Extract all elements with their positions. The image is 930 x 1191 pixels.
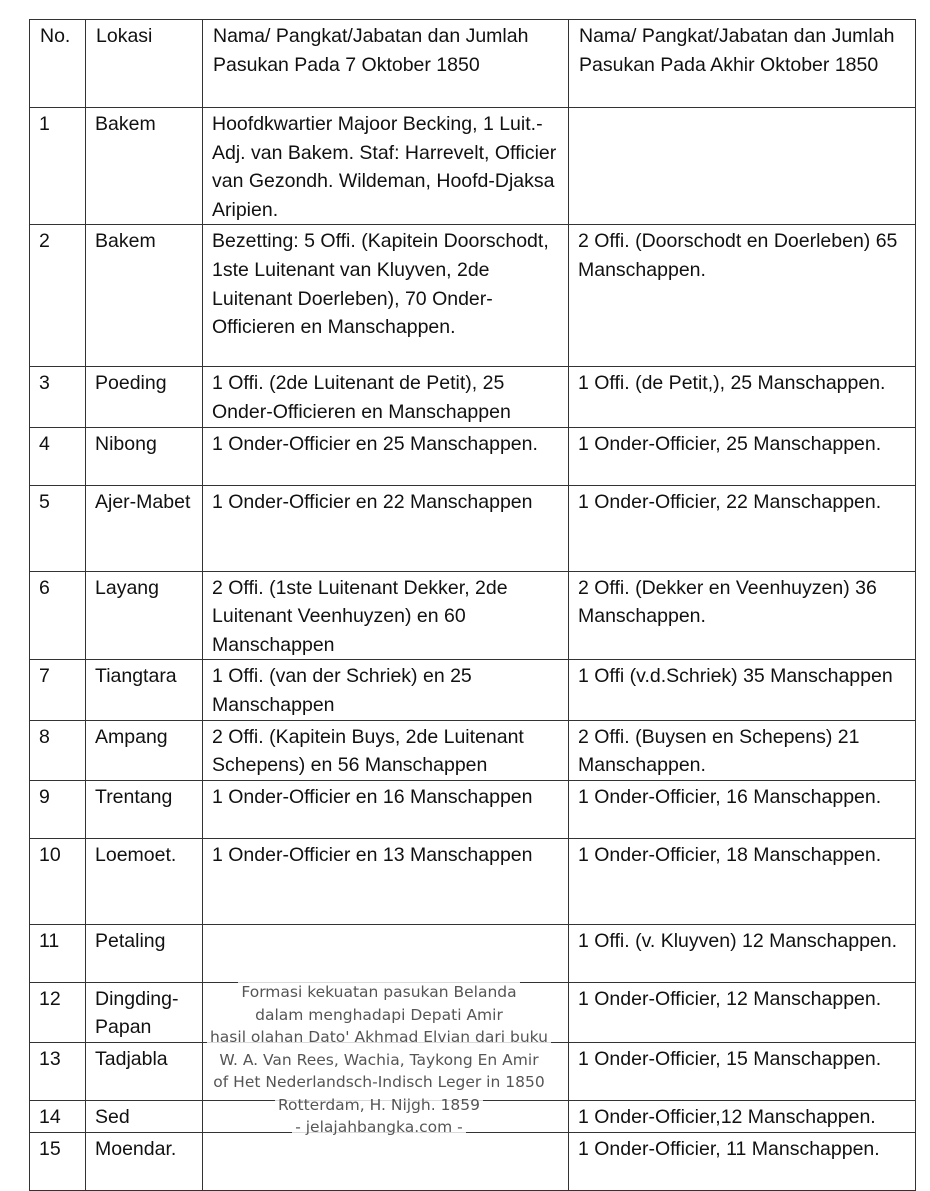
row-end-oct: 2 Offi. (Dekker en Veenhuyzen) 36 Manschappen. xyxy=(569,571,916,660)
row-end-oct: 1 Onder-Officier, 12 Manschappen. xyxy=(569,982,916,1042)
row-lokasi: Bakem xyxy=(86,108,203,225)
table-row xyxy=(30,225,916,367)
header-oct7: Nama/ Pangkat/Jabatan dan Jumlah Pasukan Pada 7 Oktober 1850 xyxy=(203,20,569,108)
caption-line: W. A. Van Rees, Wachia, Taykong En Amir xyxy=(216,1049,541,1072)
row-end-oct: 1 Onder-Officier,12 Manschappen. xyxy=(569,1100,916,1132)
row-no: 1 xyxy=(30,108,86,225)
row-end-oct: 1 Onder-Officier, 16 Manschappen. xyxy=(569,780,916,838)
table-row xyxy=(30,485,916,571)
table-row xyxy=(30,367,916,427)
row-lokasi: Poeding xyxy=(86,367,203,427)
caption-line: Rotterdam, H. Nijgh. 1859 xyxy=(275,1094,483,1117)
row-oct7: 2 Offi. (Kapitein Buys, 2de Luitenant Schepens) en 56 Manschappen xyxy=(203,720,569,780)
table-row xyxy=(30,571,916,660)
row-lokasi: Bakem xyxy=(86,225,203,367)
header-end-oct: Nama/ Pangkat/Jabatan dan Jumlah Pasukan Pada Akhir Oktober 1850 xyxy=(569,20,916,108)
row-lokasi: Layang xyxy=(86,571,203,660)
row-oct7 xyxy=(203,1132,569,1190)
row-lokasi: Ampang xyxy=(86,720,203,780)
row-lokasi: Nibong xyxy=(86,427,203,485)
caption-line: dalam menghadapi Depati Amir xyxy=(252,1004,506,1027)
table-row xyxy=(30,660,916,720)
row-oct7: 1 Offi. (2de Luitenant de Petit), 25 Onder-Officieren en Manschappen xyxy=(203,367,569,427)
row-end-oct: 1 Onder-Officier, 15 Manschappen. xyxy=(569,1042,916,1100)
row-oct7: Hoofdkwartier Majoor Becking, 1 Luit.-Adj. van Bakem. Staf: Harrevelt, Officier van Gezondh. Wildeman, Hoofd-Djaksa Aripien. xyxy=(203,108,569,225)
table-row xyxy=(30,427,916,485)
caption-line: Formasi kekuatan pasukan Belanda xyxy=(238,981,519,1004)
row-oct7 xyxy=(203,924,569,982)
row-lokasi: Ajer-Mabet xyxy=(86,485,203,571)
table-row xyxy=(30,780,916,838)
row-no: 5 xyxy=(30,485,86,571)
caption-line: of Het Nederlandsch-Indisch Leger in 1850 xyxy=(210,1071,547,1094)
table-row xyxy=(30,720,916,780)
row-no: 2 xyxy=(30,225,86,367)
row-lokasi: Sed xyxy=(86,1100,203,1132)
row-no: 10 xyxy=(30,838,86,924)
row-lokasi: Petaling xyxy=(86,924,203,982)
row-end-oct: 2 Offi. (Buysen en Schepens) 21 Manschappen. xyxy=(569,720,916,780)
table-row xyxy=(30,838,916,924)
row-lokasi: Loemoet. xyxy=(86,838,203,924)
row-no: 14 xyxy=(30,1100,86,1132)
row-oct7: 1 Onder-Officier en 25 Manschappen. xyxy=(203,427,569,485)
row-no: 8 xyxy=(30,720,86,780)
row-oct7: 1 Onder-Officier en 16 Manschappen xyxy=(203,780,569,838)
row-lokasi: Tiangtara xyxy=(86,660,203,720)
row-no: 6 xyxy=(30,571,86,660)
row-no: 3 xyxy=(30,367,86,427)
row-end-oct: 1 Onder-Officier, 18 Manschappen. xyxy=(569,838,916,924)
row-end-oct: 1 Onder-Officier, 25 Manschappen. xyxy=(569,427,916,485)
header-no: No. xyxy=(30,20,86,108)
table-row xyxy=(30,108,916,225)
row-no: 12 xyxy=(30,982,86,1042)
row-no: 13 xyxy=(30,1042,86,1100)
row-oct7: 1 Onder-Officier en 22 Manschappen xyxy=(203,485,569,571)
row-no: 4 xyxy=(30,427,86,485)
row-no: 15 xyxy=(30,1132,86,1190)
row-end-oct: 1 Offi. (v. Kluyven) 12 Manschappen. xyxy=(569,924,916,982)
row-no: 9 xyxy=(30,780,86,838)
row-no: 7 xyxy=(30,660,86,720)
caption-line: - jelajahbangka.com - xyxy=(292,1116,466,1139)
table-header-row xyxy=(30,20,916,108)
row-lokasi: Trentang xyxy=(86,780,203,838)
image-caption xyxy=(183,981,575,1139)
table-row xyxy=(30,924,916,982)
row-end-oct: 1 Onder-Officier, 22 Manschappen. xyxy=(569,485,916,571)
row-end-oct: 1 Offi (v.d.Schriek) 35 Manschappen xyxy=(569,660,916,720)
row-lokasi: Tadjabla xyxy=(86,1042,203,1100)
row-end-oct: 2 Offi. (Doorschodt en Doerleben) 65 Manschappen. xyxy=(569,225,916,367)
row-lokasi: Moendar. xyxy=(86,1132,203,1190)
row-oct7: 1 Onder-Officier en 13 Manschappen xyxy=(203,838,569,924)
row-end-oct: 1 Offi. (de Petit,), 25 Manschappen. xyxy=(569,367,916,427)
row-oct7: 1 Offi. (van der Schriek) en 25 Manschappen xyxy=(203,660,569,720)
caption-line: hasil olahan Dato' Akhmad Elvian dari buku xyxy=(207,1026,551,1049)
row-no: 11 xyxy=(30,924,86,982)
row-oct7: Bezetting: 5 Offi. (Kapitein Doorschodt, 1ste Luitenant van Kluyven, 2de Luitenant Doerleben), 70 Onder-Officieren en Manschappen. xyxy=(203,225,569,367)
row-lokasi: Dingding-Papan xyxy=(86,982,203,1042)
table-row xyxy=(30,1132,916,1190)
row-end-oct xyxy=(569,108,916,225)
row-oct7: 2 Offi. (1ste Luitenant Dekker, 2de Luitenant Veenhuyzen) en 60 Manschappen xyxy=(203,571,569,660)
header-lokasi: Lokasi xyxy=(86,20,203,108)
row-end-oct: 1 Onder-Officier, 11 Manschappen. xyxy=(569,1132,916,1190)
